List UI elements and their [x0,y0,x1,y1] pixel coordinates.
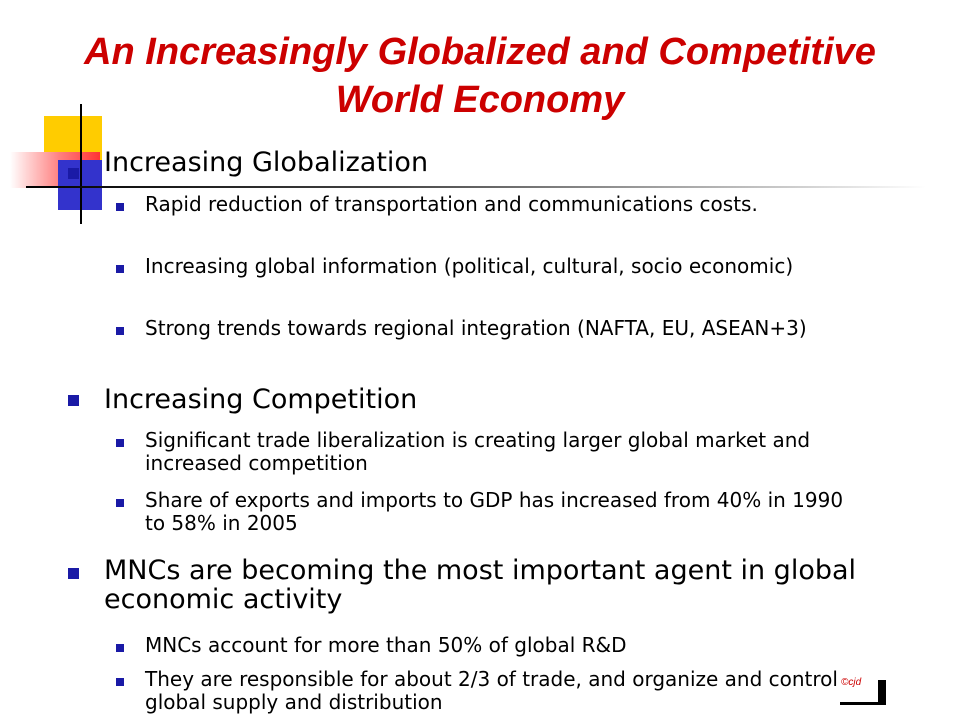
sub-bullet-text: Share of exports and imports to GDP has increased from 40% in 1990 to 58% in 2005 [145,488,844,535]
sub-bullet-marker [116,265,124,273]
bullet-marker [68,568,79,579]
sub-bullet-marker [116,439,124,447]
sub-bullet-text: Strong trends towards regional integration (NAFTA, EU, ASEAN+3) [145,316,807,340]
sub-bullet-marker [116,644,124,652]
sub-bullet-marker [116,678,124,686]
bullet-marker [68,168,79,179]
slide-title: An Increasingly Globalized and Competitive World Economy [84,31,876,121]
sub-bullet-text: Rapid reduction of transportation and communications costs. [145,192,758,216]
copyright-label: ©cjd [841,677,862,688]
section-heading: Increasing Globalization [104,147,429,178]
sub-bullet-marker [116,203,124,211]
sub-bullet-marker [116,327,124,335]
sub-bullet-text: Increasing global information (political, cultural, socio economic) [145,254,794,278]
sub-bullet-text: They are responsible for about 2/3 of trade, and organize and control global supply and distribution [145,667,838,714]
bullet-marker [68,395,79,406]
decorative-corner-line [840,702,886,705]
sub-bullet-marker [116,499,124,507]
section-heading: MNCs are becoming the most important agent in global economic activity [104,555,857,615]
decorative-corner-bar [878,680,886,704]
sub-bullet-text: Significant trade liberalization is creating larger global market and increased competition [145,428,811,475]
sub-bullet-text: MNCs account for more than 50% of global R&D [145,633,627,657]
section-heading: Increasing Competition [104,384,418,415]
